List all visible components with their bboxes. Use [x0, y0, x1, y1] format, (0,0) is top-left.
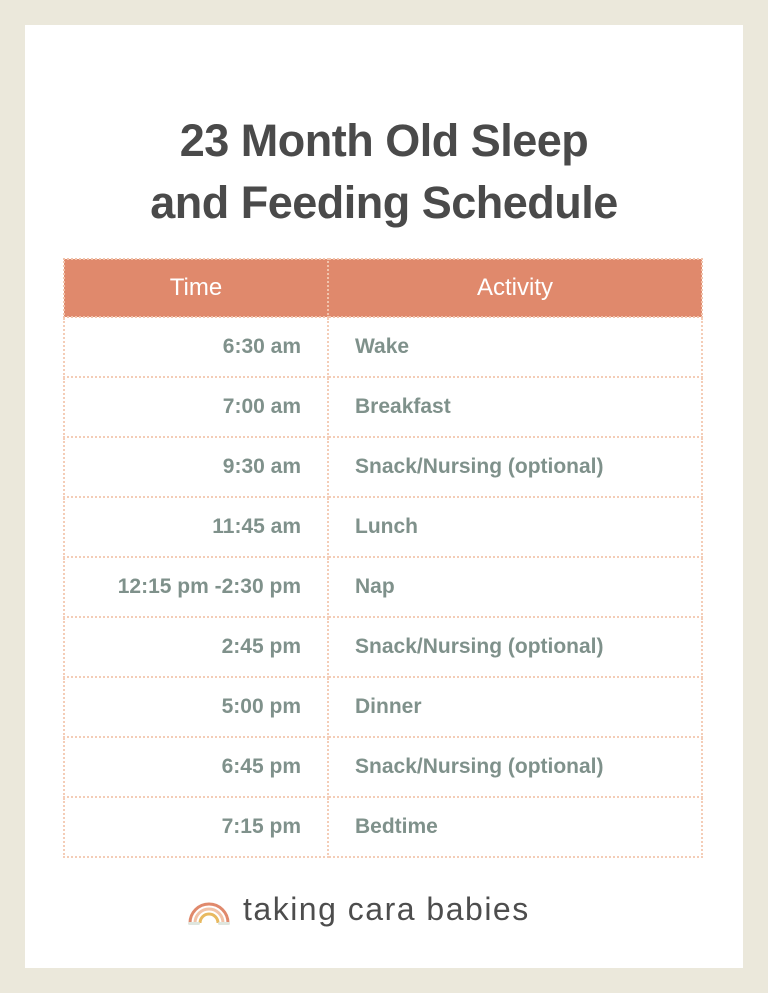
- cell-time: 2:45 pm: [64, 617, 328, 677]
- cell-time: 5:00 pm: [64, 677, 328, 737]
- cell-activity: Snack/Nursing (optional): [328, 737, 702, 797]
- cell-time: 11:45 am: [64, 497, 328, 557]
- schedule-table: [63, 258, 703, 858]
- table-row: [64, 377, 702, 437]
- table-row: [64, 317, 702, 377]
- cell-time: 12:15 pm -2:30 pm: [64, 557, 328, 617]
- table-row: [64, 677, 702, 737]
- header-activity: Activity: [328, 259, 702, 317]
- table-row: [64, 497, 702, 557]
- table-row: [64, 437, 702, 497]
- cell-time: 6:45 pm: [64, 737, 328, 797]
- title-line-1: 23 Month Old Sleep: [179, 115, 589, 166]
- table-row: [64, 617, 702, 677]
- schedule-card: [25, 25, 743, 968]
- table-row: [64, 737, 702, 797]
- cell-time: 6:30 am: [64, 317, 328, 377]
- table-header-row: [64, 259, 702, 317]
- header-time: Time: [64, 259, 328, 317]
- cell-activity: Breakfast: [328, 377, 702, 437]
- cell-time: 7:15 pm: [64, 797, 328, 857]
- cell-activity: Wake: [328, 317, 702, 377]
- cell-activity: Snack/Nursing (optional): [328, 617, 702, 677]
- cell-activity: Snack/Nursing (optional): [328, 437, 702, 497]
- table-row: [64, 797, 702, 857]
- cell-activity: Bedtime: [328, 797, 702, 857]
- rainbow-icon: [187, 894, 231, 926]
- cell-activity: Lunch: [328, 497, 702, 557]
- brand-logo: [187, 891, 530, 928]
- cell-activity: Nap: [328, 557, 702, 617]
- title-line-2: and Feeding Schedule: [150, 177, 618, 228]
- brand-name: taking cara babies: [243, 891, 530, 927]
- cell-time: 7:00 am: [64, 377, 328, 437]
- cell-activity: Dinner: [328, 677, 702, 737]
- cell-time: 9:30 am: [64, 437, 328, 497]
- page-title: [25, 110, 743, 234]
- table-row: [64, 557, 702, 617]
